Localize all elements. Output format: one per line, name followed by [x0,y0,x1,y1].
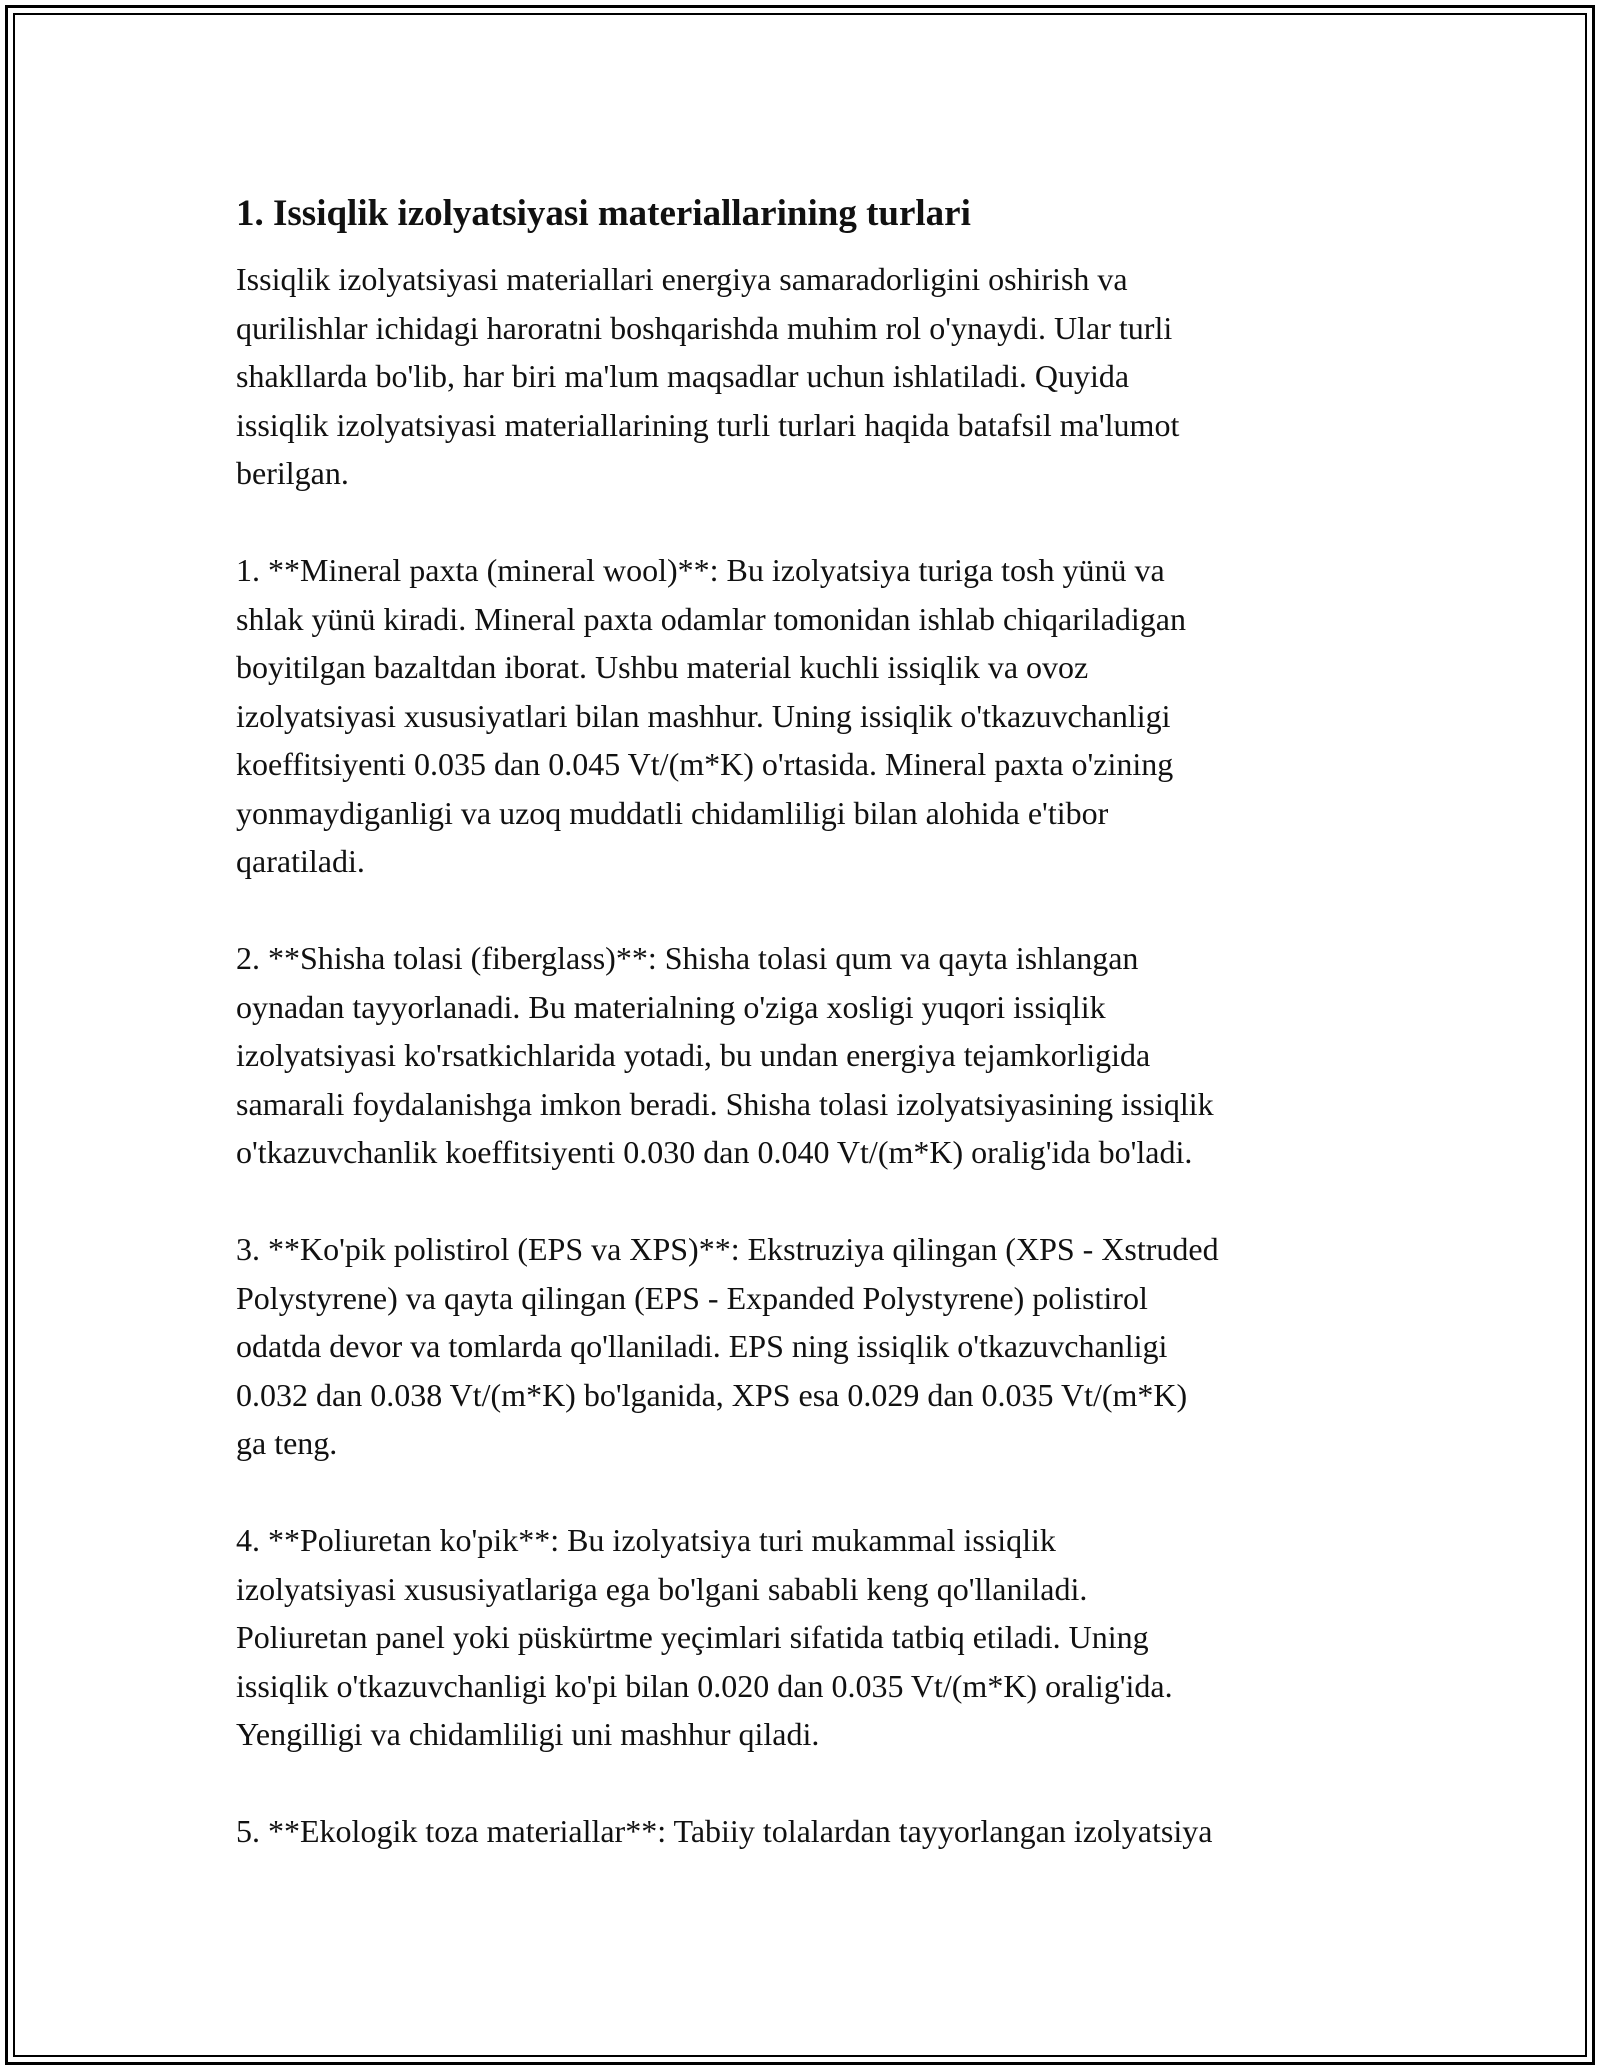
intro-paragraph: Issiqlik izolyatsiyasi materiallari energiya samaradorligini oshirish va qurilishlar ichidagi haroratni boshqarishda muhim rol o'ynaydi. Ular turli shakllarda bo'lib, har biri ma'lum maqsadlar uchun ishlatiladi. Quyida issiqlik izolyatsiyasi materiallarining turli turlari haqida batafsil ma'lumot berilgan. [236,261,1180,491]
paragraph-eco-materials: 5. **Ekologik toza materiallar**: Tabiiy tolalardan tayyorlangan izolyatsiya [236,1813,1213,1849]
paragraph-polystyrene: 3. **Ko'pik polistirol (EPS va XPS)**: Ekstruziya qilingan (XPS - Xstruded Polystyrene) va qayta qilingan (EPS - Expanded Polystyrene) polistirol odatda devor va tomlarda qo'llaniladi. EPS ning issiqlik o'tkazuvchanligi 0.032 dan 0.038 Vt/(m*K) bo'lganida, XPS esa 0.029 dan 0.035 Vt/(m*K) ga teng. [236,1231,1219,1461]
paragraph-polyurethane: 4. **Poliuretan ko'pik**: Bu izolyatsiya turi mukammal issiqlik izolyatsiyasi xususiyatlariga ega bo'lgani sababli keng qo'llaniladi. Poliuretan panel yoki püskürtme yeçimlari sifatida tatbiq etiladi. Uning issiqlik o'tkazuvchanligi ko'pi bilan 0.020 dan 0.035 Vt/(m*K) oralig'ida. Yengilligi va chidamliligi uni mashhur qiladi. [236,1522,1173,1752]
paragraph-mineral-wool: 1. **Mineral paxta (mineral wool)**: Bu izolyatsiya turiga tosh yünü va shlak yünü kiradi. Mineral paxta odamlar tomonidan ishlab chiqariladigan boyitilgan bazaltdan iborat. Ushbu material kuchli issiqlik va ovoz izolyatsiyasi xususiyatlari bilan mashhur. Uning issiqlik o'tkazuvchanligi koeffitsiyenti 0.035 dan 0.045 Vt/(m*K) o'rtasida. Mineral paxta o'zining yonmaydiganligi va uzoq muddatli chidamliligi bilan alohida e'tibor qaratiladi. [236,552,1186,879]
document-page [236,188,1386,1856]
page-title: 1. Issiqlik izolyatsiyasi materiallarining turlari [236,193,971,234]
paragraph-fiberglass: 2. **Shisha tolasi (fiberglass)**: Shisha tolasi qum va qayta ishlangan oynadan tayyorlanadi. Bu materialning o'ziga xosligi yuqori issiqlik izolyatsiyasi ko'rsatkichlarida yotadi, bu undan energiya tejamkorligida samarali foydalanishga imkon beradi. Shisha tolasi izolyatsiyasining issiqlik o'tkazuvchanlik koeffitsiyenti 0.030 dan 0.040 Vt/(m*K) oralig'ida bo'ladi. [236,940,1214,1170]
